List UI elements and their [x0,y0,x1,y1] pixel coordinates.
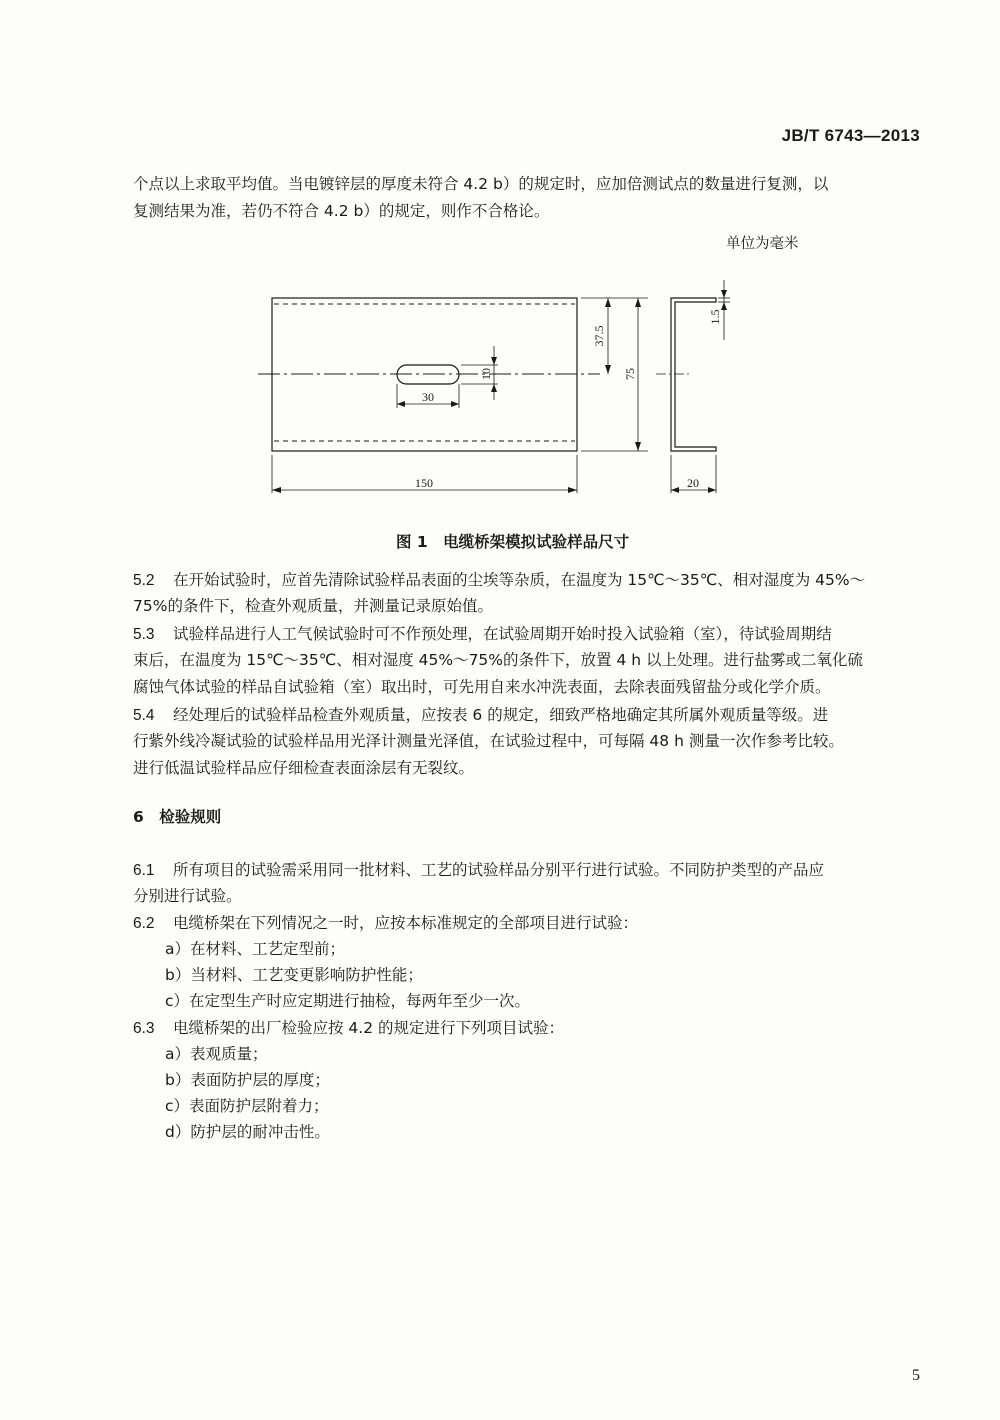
clause-6-1-line-1: 6.1 所有项目的试验需采用同一批材料、工艺的试验样品分别平行进行试验。不同防护类型的产品应 [133,858,824,883]
clause-5-2-line-2: 75%的条件下，检查外观质量，并测量记录原始值。 [133,597,493,615]
list-item: c）表面防护层附着力； [165,1097,329,1115]
dim-flange-width: 20 [687,476,699,490]
clause-number: 5.2 [133,572,155,589]
dimension-labels [415,310,722,491]
clause-5-3-line-2: 束后，在温度为 15℃～35℃、相对湿度 45%～75%的条件下，放置 4 h 以上处理。进行盐雾或二氧化硫 [133,651,863,669]
clause-5-4-line-1: 5.4 经处理后的试验样品检查外观质量，应按表 6 的规定，细致严格地确定其所属外观质量等级。进 [133,703,828,728]
clause-number: 5.3 [133,626,155,643]
clause-6-1-line-2: 分别进行试验。 [133,887,242,905]
clause-5-4-line-3: 进行低温试验样品应仔细检查表面涂层有无裂纹。 [133,759,475,777]
clause-5-4-line-2: 行紫外线冷凝试验的试验样品用光泽计测量光泽值，在试验过程中，可每隔 48 h 测量一次作参考比较。 [133,732,844,750]
clause-5-3-line-3: 腐蚀气体试验的样品自试验箱（室）取出时，可先用自来水冲洗表面，去除表面残留盐分或化学介质。 [133,678,831,696]
dim-slot-length: 30 [422,390,434,404]
clause-number: 6.1 [133,862,155,879]
figure-caption: 图 1 电缆桥架模拟试验样品尺寸 [396,533,630,551]
clause-5-3-line-1: 5.3 试验样品进行人工气候试验时可不作预处理，在试验周期开始时投入试验箱（室），待试验周期结 [133,622,832,647]
standard-code: JB/T 6743—2013 [781,126,920,145]
dim-slot-width: 10 [479,368,493,380]
dim-height: 75 [623,368,637,380]
page-number: 5 [912,1367,920,1384]
intro-line-1: 个点以上求取平均值。当电镀锌层的厚度未符合 4.2 b）的规定时，应加倍测试点的数量进行复测，以 [133,175,829,193]
plate-front-view [258,298,600,451]
list-item: b）当材料、工艺变更影响防护性能； [165,966,423,984]
list-item: a）在材料、工艺定型前； [165,940,345,958]
list-item: a）表观质量； [165,1045,268,1063]
clause-number: 6.2 [133,915,155,932]
figure-unit-note: 单位为毫米 [726,236,799,252]
dim-thickness: 1.5 [708,309,722,325]
clause-5-2-line-1: 5.2 在开始试验时，应首先清除试验样品表面的尘埃等杂质，在温度为 15℃～35℃、相对湿度为 45%～ [133,568,865,593]
list-item: b）表面防护层的厚度； [165,1071,330,1089]
dim-half-height: 37.5 [592,325,606,347]
clause-number: 6.3 [133,1020,155,1037]
intro-line-2: 复测结果为准，若仍不符合 4.2 b）的规定，则作不合格论。 [133,202,550,220]
list-item: d）防护层的耐冲击性。 [165,1123,330,1141]
clause-6-2-line: 6.2 电缆桥架在下列情况之一时，应按本标准规定的全部项目进行试验： [133,911,638,936]
clause-6-3-line: 6.3 电缆桥架的出厂检验应按 4.2 的规定进行下列项目试验： [133,1016,564,1041]
section-6-title: 6 检验规则 [133,808,222,826]
clause-number: 5.4 [133,707,155,724]
dim-length: 150 [415,476,433,490]
list-item: c）在定型生产时应定期进行抽检，每两年至少一次。 [165,992,531,1010]
